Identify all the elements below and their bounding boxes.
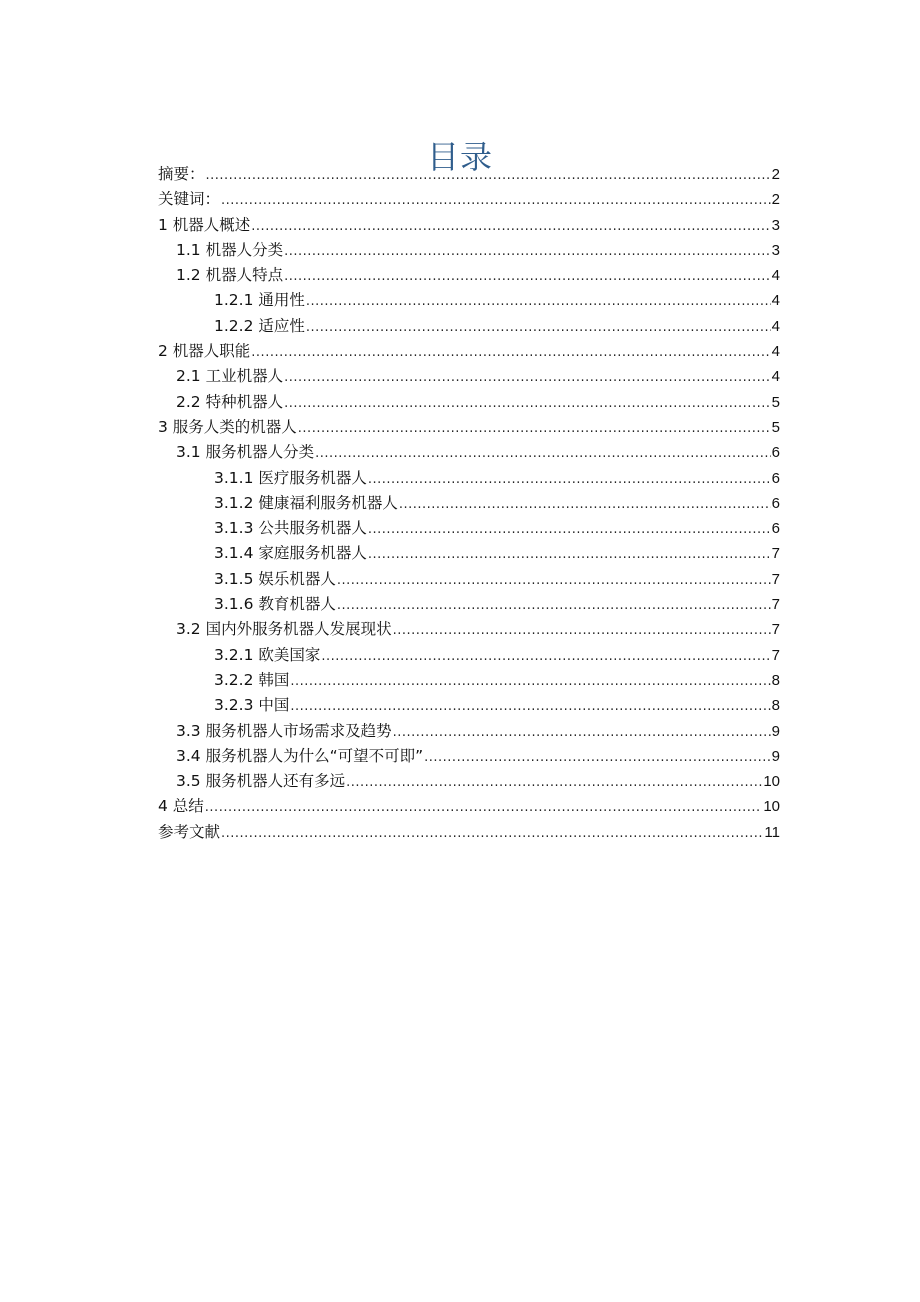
toc-page-number: 3 [771,216,780,234]
toc-page-number: 6 [771,444,780,462]
toc-entry[interactable] [158,820,780,845]
toc-entry-title: 1 机器人概述 [158,215,251,234]
toc-page-number: 5 [771,418,780,436]
toc-page-number: 7 [771,545,780,563]
toc-dot-leader [393,720,771,745]
toc-entry[interactable] [158,592,780,617]
toc-entry[interactable] [158,516,780,541]
toc-entry[interactable] [158,643,780,668]
toc-dot-leader [284,391,771,416]
toc-dot-leader [221,188,771,213]
toc-dot-leader [393,618,771,643]
toc-entry-title: 1.2.1 通用性 [214,291,305,310]
toc-entry-title: 1.1 机器人分类 [176,240,284,259]
toc-entry-title: 3.2.1 欧美国家 [214,645,321,664]
toc-entry-title: 2.2 特种机器人 [176,392,284,411]
toc-entry-title: 3.1.3 公共服务机器人 [214,519,367,538]
toc-dot-leader [337,593,771,618]
toc-entry[interactable] [158,769,780,794]
toc-entry-title: 3.1.6 教育机器人 [214,595,336,614]
toc-page-number: 4 [771,343,780,361]
toc-dot-leader [284,365,771,390]
toc-page-number: 10 [763,798,780,816]
toc-entry[interactable] [158,364,780,389]
toc-dot-leader [321,644,770,669]
toc-entry-title: 4 总结 [158,797,204,816]
toc-page-number: 7 [771,646,780,664]
toc-entry[interactable] [158,440,780,465]
toc-dot-leader [315,441,771,466]
toc-dot-leader [284,239,771,264]
toc-entry-title: 3.2.3 中国 [214,696,290,715]
toc-entry[interactable] [158,466,780,491]
toc-entry-title: 摘要： [158,165,205,183]
toc-entry-title: 参考文献 [158,822,221,841]
toc-dot-leader [368,517,771,542]
toc-entry[interactable] [158,263,780,288]
toc-page-number: 10 [763,773,780,791]
toc-dot-leader [368,542,771,567]
toc-entry[interactable] [158,567,780,592]
toc-entry[interactable] [158,668,780,693]
toc-entry[interactable] [158,719,780,744]
toc-entry[interactable] [158,187,780,212]
toc-dot-leader [337,568,771,593]
toc-dot-leader [251,214,770,239]
toc-entry-title: 关键词： [158,190,221,209]
toc-dot-leader [346,770,762,795]
toc-entry[interactable] [158,339,780,364]
toc-page-number: 9 [771,747,780,765]
toc-entry-title: 3.1 服务机器人分类 [176,443,315,462]
toc-entry-title: 1.2 机器人特点 [176,266,284,285]
toc-page-number: 2 [771,191,780,209]
toc-dot-leader [368,467,771,492]
toc-dot-leader [424,745,771,770]
toc-page-number: 3 [771,241,780,259]
toc-entry[interactable] [158,617,780,642]
toc-entry[interactable] [158,213,780,238]
table-of-contents [158,162,780,845]
toc-entry-title: 1.2.2 适应性 [214,316,305,335]
toc-page-number: 8 [771,671,780,689]
toc-entry-title: 2 机器人职能 [158,342,251,361]
toc-page-number: 6 [771,494,780,512]
toc-entry[interactable] [158,794,780,819]
toc-entry-title: 3.2.2 韩国 [214,670,290,689]
toc-entry-title: 3.2 国内外服务机器人发展现状 [176,620,392,639]
toc-page-number: 7 [771,621,780,639]
toc-entry[interactable] [158,390,780,415]
toc-entry[interactable] [158,693,780,718]
page-title: 目录 [426,138,493,177]
toc-entry-title: 3.4 服务机器人为什么“可望不可即” [176,746,424,765]
toc-entry[interactable] [158,415,780,440]
toc-dot-leader [290,669,770,694]
toc-entry-title: 3.1.4 家庭服务机器人 [214,544,367,563]
toc-page-number: 9 [771,722,780,740]
toc-page-number: 4 [771,292,780,310]
toc-page-number: 11 [764,823,780,841]
toc-dot-leader [298,416,771,441]
toc-dot-leader [205,795,763,820]
toc-entry-title: 3.1.2 健康福利服务机器人 [214,493,398,512]
toc-dot-leader [251,340,770,365]
toc-entry-title: 3.3 服务机器人市场需求及趋势 [176,721,392,740]
toc-entry[interactable] [158,162,780,187]
toc-entry[interactable] [158,288,780,313]
toc-entry[interactable] [158,314,780,339]
toc-entry[interactable] [158,541,780,566]
toc-page-number: 4 [771,267,780,285]
toc-dot-leader [306,315,771,340]
toc-dot-leader [221,821,763,846]
toc-entry[interactable] [158,744,780,769]
toc-page-number: 4 [771,368,780,386]
toc-page-number: 7 [771,596,780,614]
toc-page-number: 6 [771,469,780,487]
toc-dot-leader [306,289,771,314]
toc-entry[interactable] [158,491,780,516]
toc-dot-leader [290,694,770,719]
toc-dot-leader [206,163,771,188]
toc-entry-title: 3 服务人类的机器人 [158,417,297,436]
toc-page-number: 4 [771,317,780,335]
toc-dot-leader [399,492,771,517]
toc-entry[interactable] [158,238,780,263]
toc-page-number: 7 [771,570,780,588]
toc-dot-leader [284,264,771,289]
toc-page-number: 2 [771,166,780,183]
toc-entry-title: 3.5 服务机器人还有多远 [176,772,346,791]
toc-page-number: 8 [771,697,780,715]
toc-entry-title: 2.1 工业机器人 [176,367,284,386]
toc-page-number: 5 [771,393,780,411]
toc-entry-title: 3.1.1 医疗服务机器人 [214,468,367,487]
toc-page-number: 6 [771,520,780,538]
toc-entry-title: 3.1.5 娱乐机器人 [214,569,336,588]
